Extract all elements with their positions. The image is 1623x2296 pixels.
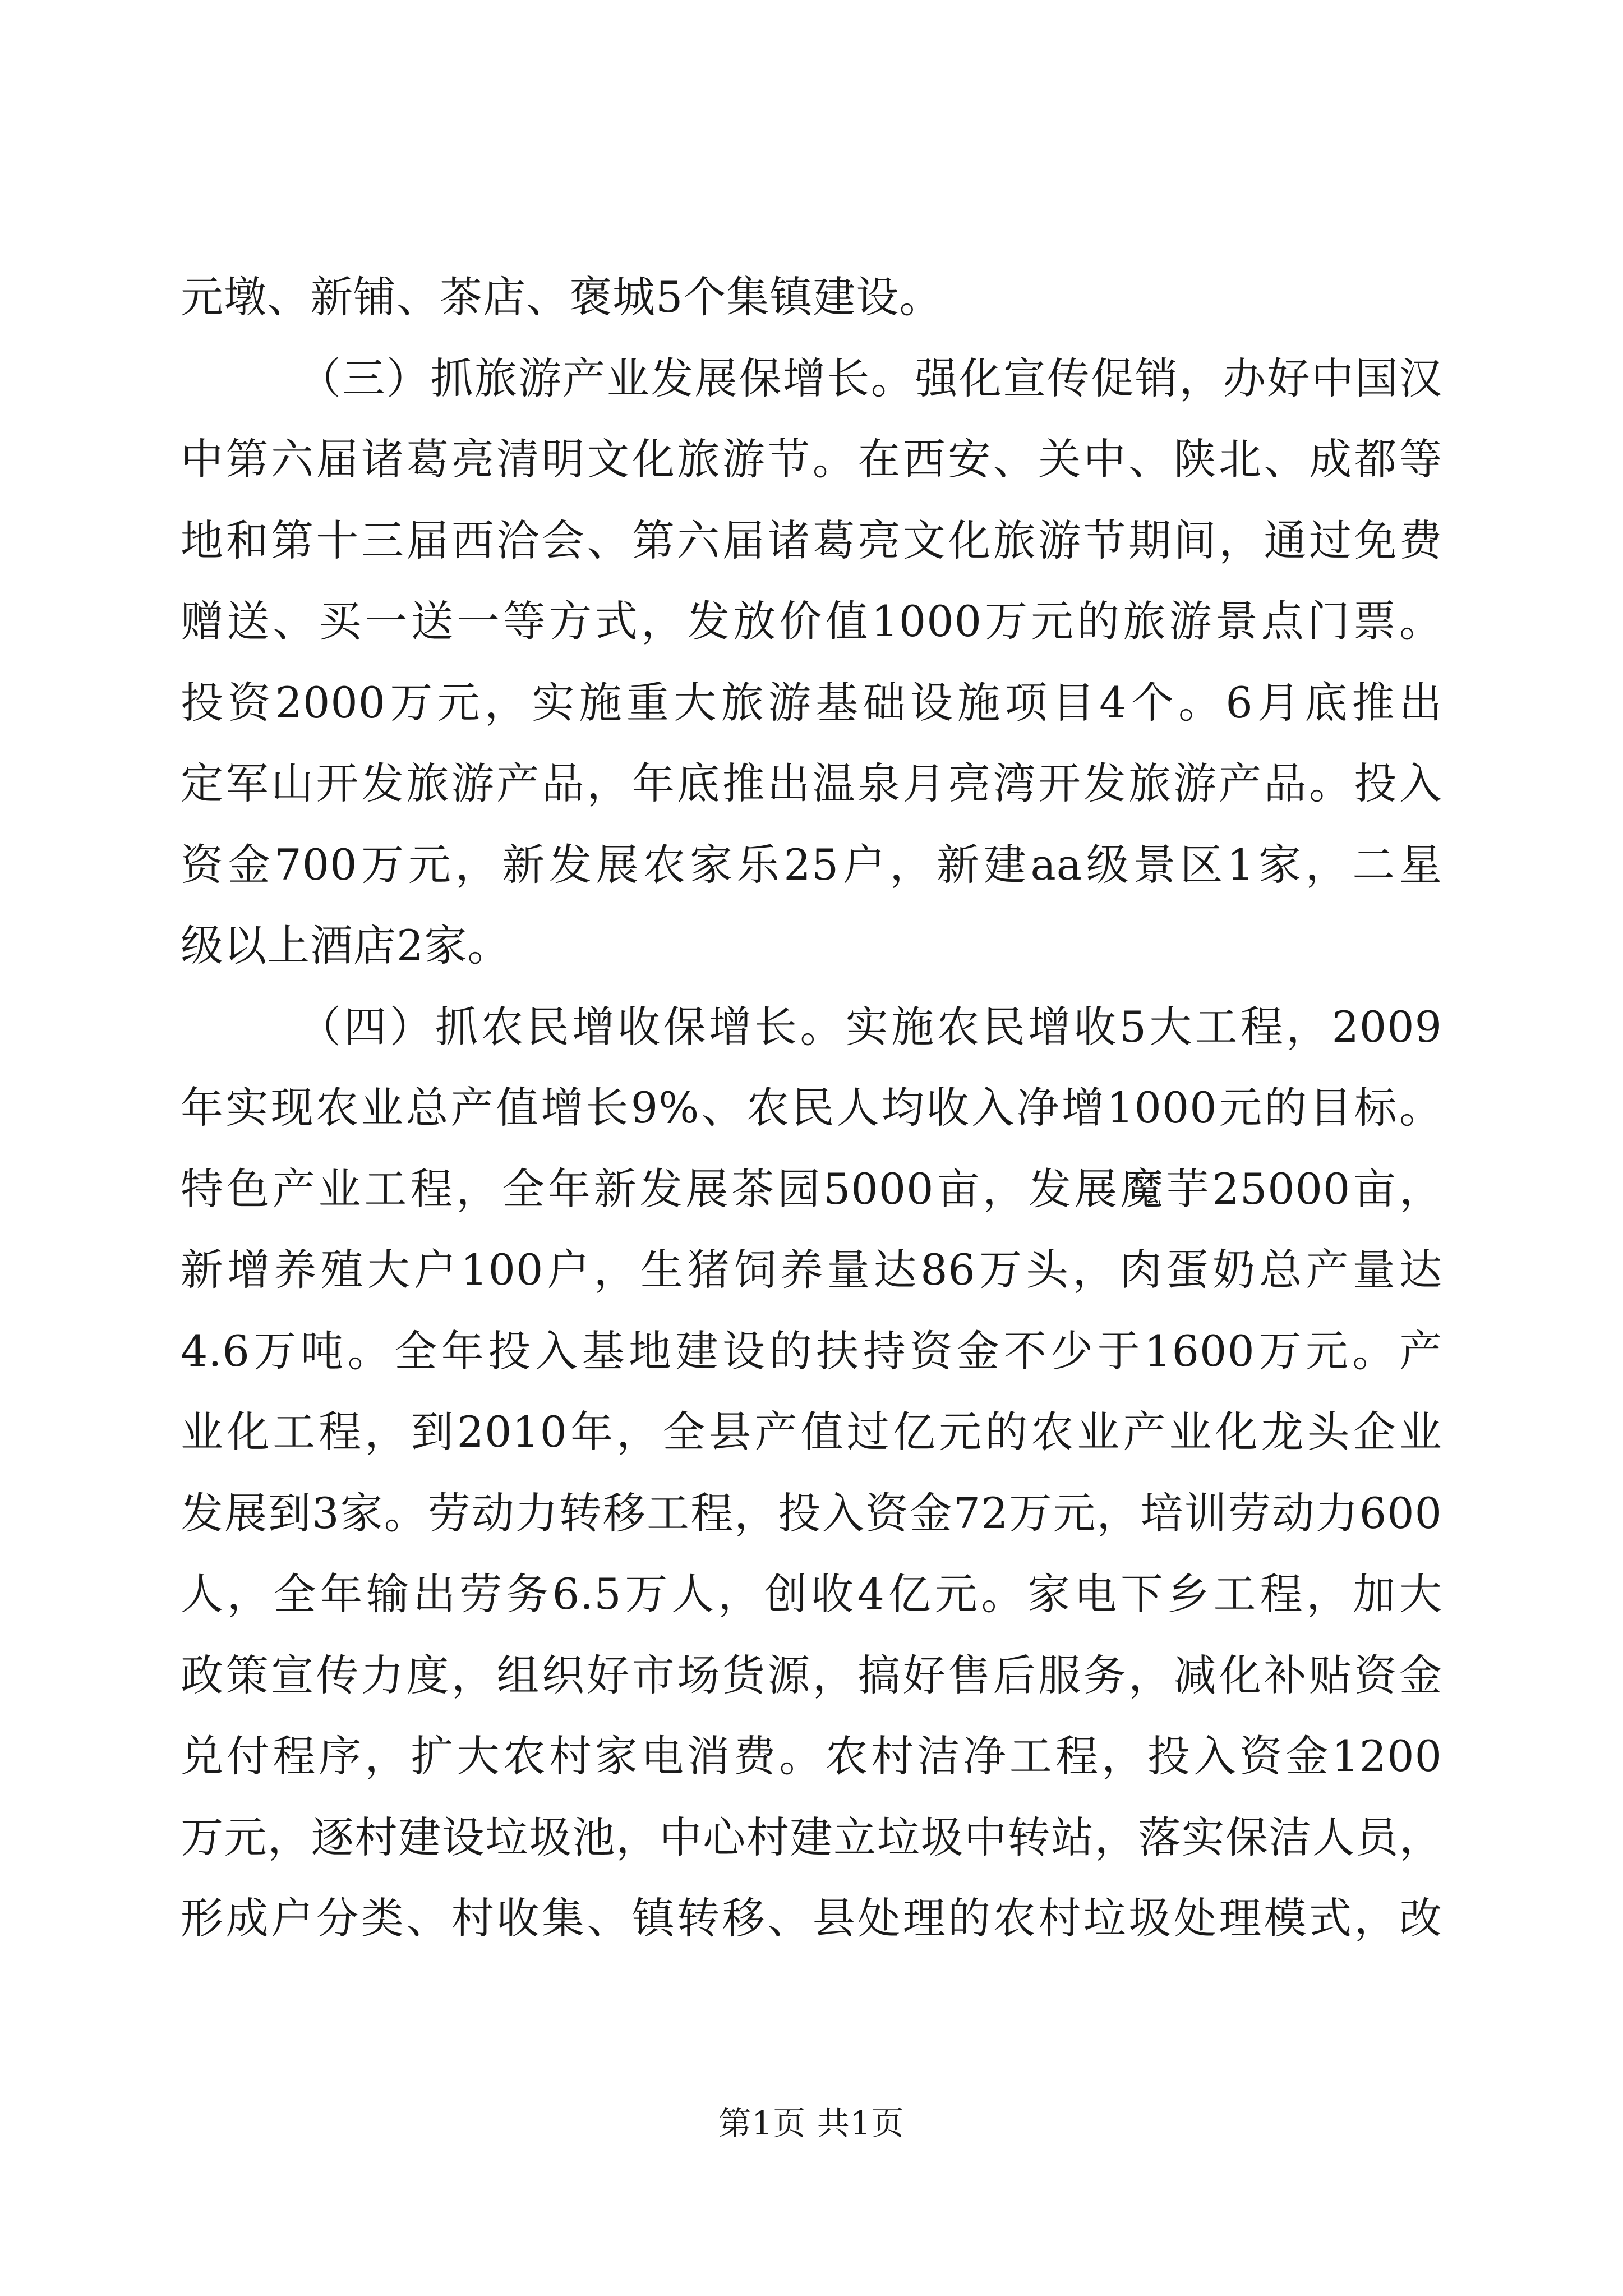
text-line: 年实现农业总产值增长9%、农民人均收入净增1000元的目标。 bbox=[181, 1083, 1442, 1133]
text-line: 业化工程，到2010年，全县产值过亿元的农业产业化龙头企业 bbox=[181, 1407, 1442, 1457]
text-line: 级以上酒店2家。 bbox=[181, 921, 511, 970]
text-line: 发展到3家。劳动力转移工程，投入资金72万元，培训劳动力600 bbox=[181, 1488, 1442, 1538]
paragraph-heading-line: （四）抓农民增收保增长。实施农民增收5大工程，2009 bbox=[298, 1001, 1442, 1052]
text-line: 投资2000万元，实施重大旅游基础设施项目4个。6月底推出 bbox=[181, 677, 1442, 728]
text-line: 资金700万元，新发展农家乐25户，新建aa级景区1家，二星 bbox=[181, 839, 1442, 890]
text-line: 中第六届诸葛亮清明文化旅游节。在西安、关中、陕北、成都等 bbox=[181, 434, 1442, 484]
paragraph-heading-line: （三）抓旅游产业发展保增长。强化宣传促销，办好中国汉 bbox=[298, 353, 1442, 403]
text-line: 定军山开发旅游产品，年底推出温泉月亮湾开发旅游产品。投入 bbox=[181, 758, 1442, 808]
text-line: 人，全年输出劳务6.5万人，创收4亿元。家电下乡工程，加大 bbox=[181, 1569, 1442, 1619]
text-line: 万元，逐村建设垃圾池，中心村建立垃圾中转站，落实保洁人员， bbox=[181, 1812, 1442, 1862]
text-line: 兑付程序，扩大农村家电消费。农村洁净工程，投入资金1200 bbox=[181, 1731, 1442, 1781]
body-text bbox=[181, 257, 1442, 1959]
text-line: 形成户分类、村收集、镇转移、县处理的农村垃圾处理模式，改 bbox=[181, 1893, 1442, 1943]
text-line: 地和第十三届西洽会、第六届诸葛亮文化旅游节期间，通过免费 bbox=[181, 515, 1442, 565]
text-line: 新增养殖大户100户，生猪饲养量达86万头，肉蛋奶总产量达 bbox=[181, 1245, 1442, 1295]
text-line: 赠送、买一送一等方式，发放价值1000万元的旅游景点门票。 bbox=[181, 596, 1442, 646]
page-number-footer: 第1页 共1页 bbox=[718, 2104, 905, 2142]
text-line: 政策宣传力度，组织好市场货源，搞好售后服务，减化补贴资金 bbox=[181, 1650, 1442, 1700]
text-line: 特色产业工程，全年新发展茶园5000亩，发展魔芋25000亩， bbox=[181, 1163, 1442, 1214]
text-line: 4.6万吨。全年投入基地建设的扶持资金不少于1600万元。产 bbox=[181, 1326, 1442, 1376]
text-line: 元墩、新铺、茶店、褒城5个集镇建设。 bbox=[181, 272, 943, 322]
